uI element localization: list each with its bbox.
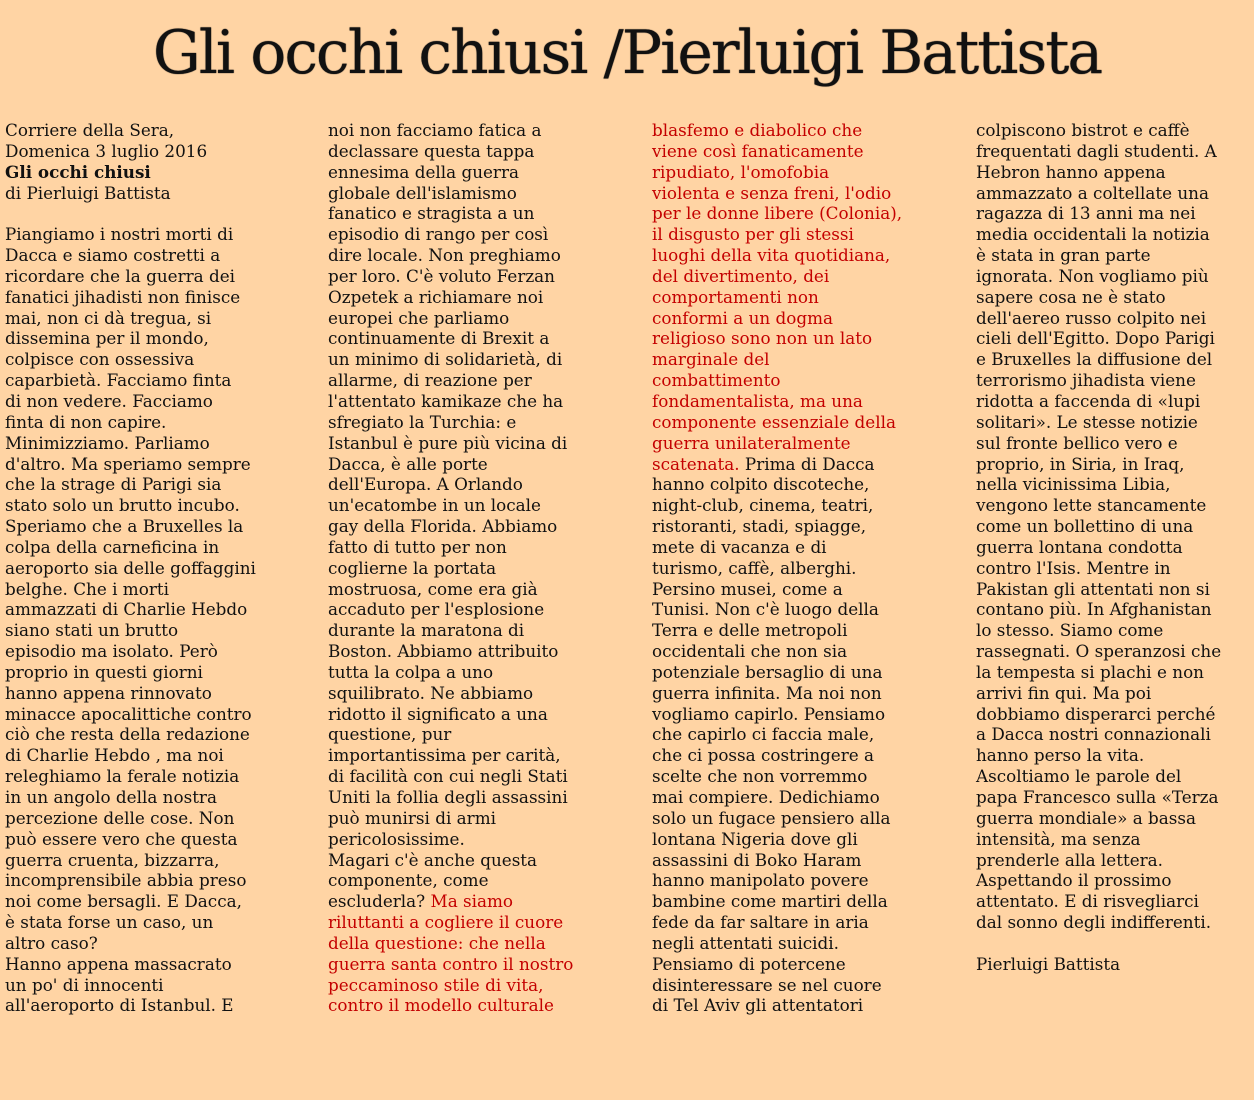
column-3 (652, 120, 948, 1016)
column-1-text: Piangiamo i nostri morti di Dacca e siamo costretti a ricordare che la guerra dei fanatici jihadisti non finisce mai, non ci dà tregua, si dissemina per il mondo, colpisce con ossessiva caparbietà. Facciamo finta di non vedere. Facciamo finta di non capire. Minimizziamo. Parliamo d'altro. Ma speriamo sempre che la strage di Parigi sia stato solo un brutto incubo. Speriamo che a Bruxelles la colpa della carneficina in aeroporto sia delle goffaggini belghe. Che i morti ammazzati di Charlie Hebdo siano stati un brutto episodio ma isolato. Però proprio in questi giorni hanno appena rinnovato minacce apocalittiche contro ciò che resta della redazione di Charlie Hebdo , ma noi releghiamo la ferale notizia in un angolo della nostra percezione delle cose. Non può essere vero che questa guerra cruenta, bizzarra, incomprensibile abbia preso noi come bersagli. E Dacca, è stata forse un caso, un altro caso? Hanno appena massacrato un po' di innocenti all'aeroporto di Istanbul. E (5, 224, 256, 1016)
column-3-highlight: blasfemo e diabolico che viene così fanaticamente ripudiato, l'omofobia violenta e senza freni, l'odio per le donne libere (Colonia), il disgusto per gli stessi luoghi della vita quotidiana, del divertimento, dei comportamenti non conformi a un dogma religioso sono non un lato marginale del combattimento fondamentalista, ma una componente essenziale della guerra unilateralmente scatenata. (652, 120, 903, 474)
article-byline: di Pierluigi Battista (5, 182, 171, 203)
column-3-text: Prima di Dacca hanno colpito discoteche, night-club, cinema, teatri, ristoranti, stadi, spiagge, mete di vacanza e di turismo, caffè, alberghi. Persino musei, come a Tunisi. Non c'è luogo della Terra e delle metropoli occidentali che non sia potenziale bersaglio di una guerra infinita. Ma noi non vogliamo capirlo. Pensiamo che capirlo ci faccia male, che ci possa costringere a scelte che non vorremmo mai compiere. Dedichiamo solo un fugace pensiero alla lontana Nigeria dove gli assassini di Boko Haram hanno manipolato povere bambine come martiri della fede da far saltare in aria negli attentati suicidi. Pensiamo di potercene disinteressare se nel cuore di Tel Aviv gli attentatori (652, 453, 891, 1016)
source-line: Corriere della Sera, Domenica 3 luglio 2016 (5, 120, 208, 161)
column-4 (976, 120, 1254, 975)
signature: Pierluigi Battista (976, 953, 1121, 974)
column-2-highlight: Ma siamo riluttanti a cogliere il cuore della questione: che nella guerra santa contro il nostro peccaminoso stile di vita, contro il modello culturale (328, 891, 574, 1016)
page-title: Gli occhi chiusi /Pierluigi Battista (152, 18, 1102, 88)
column-2 (328, 120, 624, 1016)
article-headline: Gli occhi chiusi (5, 161, 151, 182)
column-4-text: colpiscono bistrot e caffè frequentati dagli studenti. A Hebron hanno appena ammazzato a coltellate una ragazza di 13 anni ma nei media occidentali la notizia è stata in gran parte ignorata. Non vogliamo più sapere cosa ne è stato dell'aereo russo colpito nei cieli dell'Egitto. Dopo Parigi e Bruxelles la diffusione del terrorismo jihadista viene ridotta a faccenda di «lupi solitari». Le stesse notizie sul fronte bellico vero e proprio, in Siria, in Iraq, nella vicinissima Libia, vengono lette stancamente come un bollettino di una guerra lontana condotta contro l'Isis. Mentre in Pakistan gli attentati non si contano più. In Afghanistan lo stesso. Siamo come rassegnati. O speranzosi che la tempesta si plachi e non arrivi fin qui. Ma poi dobbiamo disperarci perché a Dacca nostri connazionali hanno perso la vita. Ascoltiamo le parole del papa Francesco sulla «Terza guerra mondiale» a bassa intensità, ma senza prenderle alla lettera. Aspettando il prossimo attentato. E di risvegliarci dal sonno degli indifferenti. (976, 120, 1222, 933)
column-2-text: noi non facciamo fatica a declassare questa tappa ennesima della guerra globale dell'islamismo fanatico e stragista a un episodio di rango per così dire locale. Non preghiamo per loro. C'è voluto Ferzan Ozpetek a richiamare noi europei che parliamo continuamente di Brexit a un minimo di solidarietà, di allarme, di reazione per l'attentato kamikaze che ha sfregiato la Turchia: e Istanbul è pure più vicina di Dacca, è alle porte dell'Europa. A Orlando un'ecatombe in un locale gay della Florida. Abbiamo fatto di tutto per non coglierne la portata mostruosa, come era già accaduto per l'esplosione durante la maratona di Boston. Abbiamo attribuito tutta la colpa a uno squilibrato. Ne abbiamo ridotto il significato a una questione, pur importantissima per carità, di facilità con cui negli Stati Uniti la follia degli assassini può munirsi di armi pericolosissime. Magari c'è anche questa componente, come escluderla? (328, 120, 568, 912)
column-1 (5, 120, 301, 1016)
